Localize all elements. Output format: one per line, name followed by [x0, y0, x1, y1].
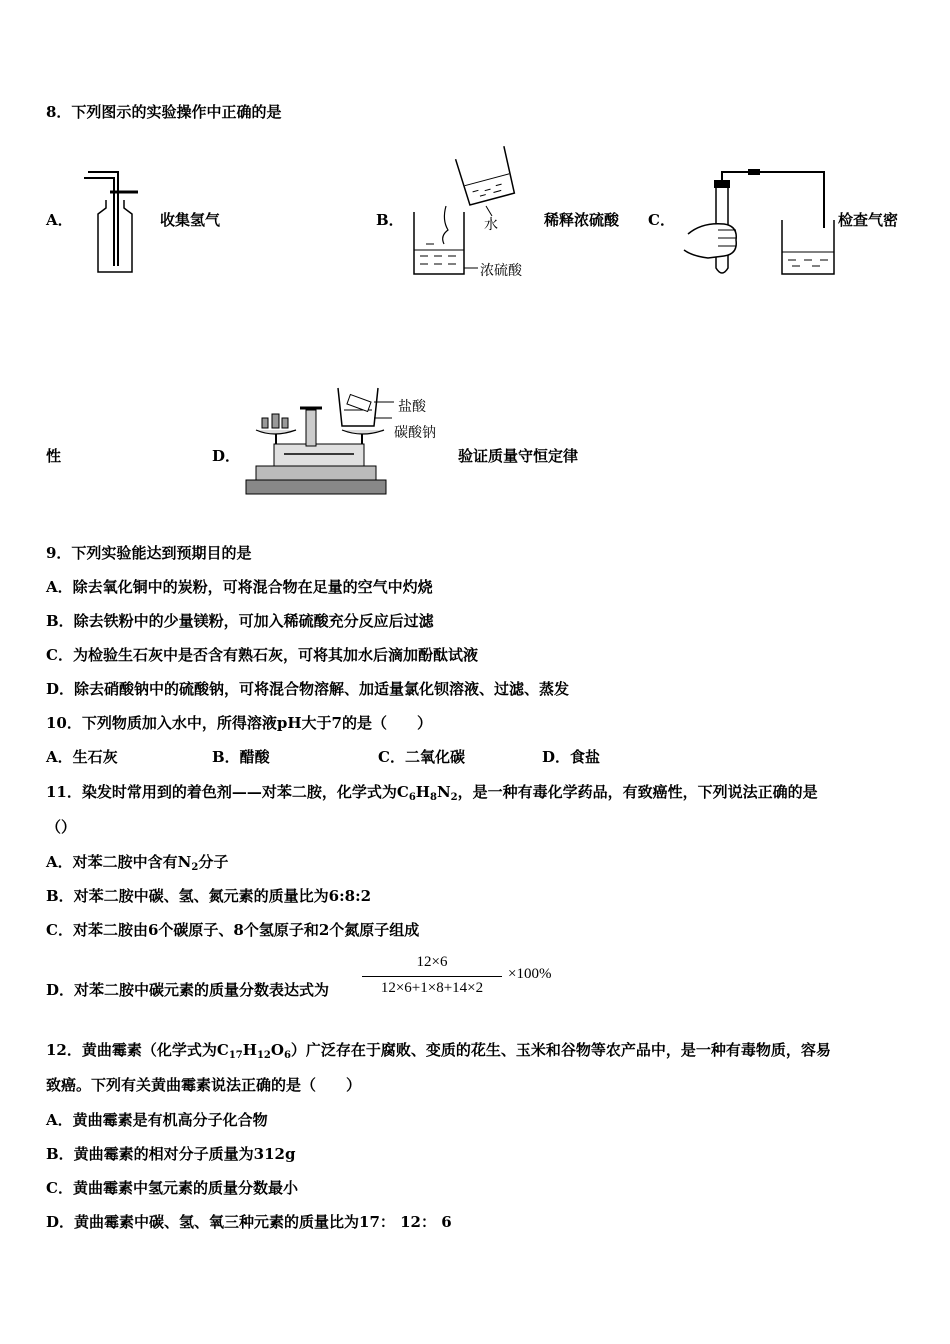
- q12-stem: 12．黄曲霉素（化学式为$C_{17}H_{12}O_6$）广泛存在于腐败、变质的花生、玉米和谷物等农产品中，是一种有毒物质，容易: [46, 1041, 831, 1061]
- formula-denominator: 12×6+1×8+14×2: [380, 980, 484, 996]
- q10-option-a: A．生石灰: [46, 748, 118, 766]
- formula-numerator: 12×6: [416, 954, 448, 970]
- q11-option-b: B．对苯二胺中碳、氢、氮元素的质量比为6:8:2: [46, 887, 372, 905]
- mass-fraction-formula: [362, 954, 562, 1002]
- q8-option-d-letter: D．: [212, 447, 241, 465]
- airtightness-check-figure: [678, 168, 838, 280]
- q12-option-c: C．黄曲霉素中氢元素的质量分数最小: [46, 1179, 298, 1197]
- q11-option-a: A．对苯二胺中含有$N_2$分子: [46, 853, 229, 873]
- q8-b-label-water: 水: [484, 217, 498, 233]
- q8-option-c-text: 检查气密: [838, 211, 899, 229]
- q8-option-d-text: 验证质量守恒定律: [458, 447, 579, 465]
- q8-option-a-letter: A．: [46, 211, 73, 229]
- q8-option-b-letter: B．: [376, 211, 404, 229]
- q10-option-c: C．二氧化碳: [378, 748, 465, 766]
- q8-option-b-text: 稀释浓硫酸: [544, 211, 620, 229]
- q12-option-b: B．黄曲霉素的相对分子质量为312g: [46, 1145, 296, 1163]
- q11-stem: 11．染发时常用到的着色剂——对苯二胺，化学式为$C_6H_8N_2$，是一种有毒化学药品，有致癌性，下列说法正确的是: [46, 783, 818, 803]
- gas-collection-bottle-figure: [76, 170, 146, 280]
- q10-stem: 10．下列物质加入水中，所得溶液pH大于7的是（ ）: [46, 714, 432, 732]
- q8-stem: 8．下列图示的实验操作中正确的是: [46, 103, 282, 121]
- q9-option-c: C．为检验生石灰中是否含有熟石灰，可将其加水后滴加酚酞试液: [46, 646, 478, 664]
- q12-stem-line2: 致癌。下列有关黄曲霉素说法正确的是（ ）: [46, 1076, 362, 1094]
- q11-option-d: D．对苯二胺中碳元素的质量分数表达式为: [46, 981, 330, 999]
- q8-d-label-hcl: 盐酸: [398, 399, 426, 415]
- fraction-bar: [362, 976, 502, 977]
- dilution-beaker-figure: [406, 140, 536, 280]
- q8-d-label-na2co3: 碳酸钠: [394, 425, 436, 441]
- q9-option-b: B．除去铁粉中的少量镁粉，可加入稀硫酸充分反应后过滤: [46, 612, 434, 630]
- q10-option-d: D．食盐: [542, 748, 601, 766]
- q9-option-a: A．除去氧化铜中的炭粉，可将混合物在足量的空气中灼烧: [46, 578, 433, 596]
- q11-option-c: C．对苯二胺由6个碳原子、8个氢原子和2个氮原子组成: [46, 921, 420, 939]
- q9-stem: 9．下列实验能达到预期目的是: [46, 544, 252, 562]
- q8-b-label-acid: 浓硫酸: [480, 263, 522, 279]
- q8-option-c-text-cont: 性: [46, 447, 62, 465]
- q12-option-d: D．黄曲霉素中碳、氢、氧三种元素的质量比为17： 12： 6: [46, 1213, 452, 1231]
- q11-stem-line2: （）: [46, 818, 77, 836]
- q9-option-d: D．除去硝酸钠中的硫酸钠，可将混合物溶解、加适量氯化钡溶液、过滤、蒸发: [46, 680, 570, 698]
- q12-option-a: A．黄曲霉素是有机高分子化合物: [46, 1111, 268, 1129]
- formula-multiplier: ×100%: [508, 966, 552, 982]
- q8-option-a-text: 收集氢气: [160, 211, 221, 229]
- q8-option-c-letter: C．: [648, 211, 675, 229]
- q10-option-b: B．醋酸: [212, 748, 270, 766]
